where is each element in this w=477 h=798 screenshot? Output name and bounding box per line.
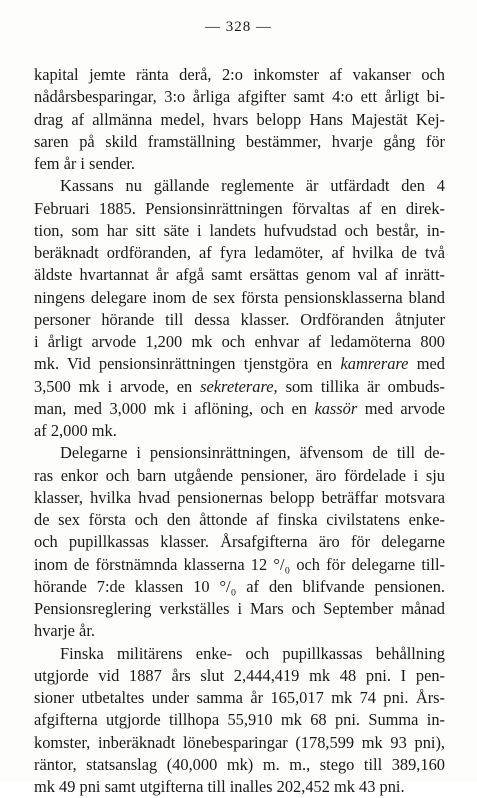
text-line: räntor, statsanslag (40,000 mk) m. m., stego till 389,160 [34,754,445,776]
text-line: utgjorde vid 1887 års slut 2,444,419 mk 48 pni. I pen- [34,665,445,687]
text-line: och pupillkassas klasser. Årsafgifterna äro för delegarne [34,531,445,553]
text-line: beräknadt ordföranden, af fyra ledamöter, af hvilka de två [34,242,445,264]
text-line: komster, inberäknadt lönebesparingar (178,599 mk 93 pni), [34,732,445,754]
text-line: mk. Vid pensionsinrättningen tjenstgöra en kamrerare med [34,353,445,375]
text-line: Kassans nu gällande reglemente är utfärdadt den 4 [34,175,445,197]
text-line: ningens delegare inom de sex första pensionsklasserna bland [34,287,445,309]
paragraph-members-classes [34,442,445,642]
text-line: tion, som har sitt säte i landets hufvudstad och består, in- [34,220,445,242]
text-line: Februari 1885. Pensionsinrättningen förvaltas af en direk- [34,198,445,220]
text-line: nådårsbesparingar, 3:o årliga afgifter samt 4:o ett årligt bi- [34,86,445,108]
paragraph-funding-sources [34,64,445,175]
paragraph-regulations [34,175,445,442]
text-line: mk 49 pni samt utgifterna till inalles 202,452 mk 43 pni. [34,776,445,798]
body-text [34,64,445,798]
text-line: hvarje år. [34,620,445,642]
text-line: i årligt arvode 1,200 mk och enhvar af ledamöterna 800 [34,331,445,353]
text-line: af 2,000 mk. [34,420,445,442]
text-line: Pensionsreglering verkställes i Mars och September månad [34,598,445,620]
text-line: personer hörande till dessa klasser. Ordföranden åtnjuter [34,309,445,331]
text-line: inom de förstnämnda klasserna 12 °/₀ och för delegarne till- [34,554,445,576]
text-line: de sex första och den åttonde af finska civilstatens enke- [34,509,445,531]
text-line: hörande 7:de klassen 10 °/₀ af den blifvande pensionen. [34,576,445,598]
page-number: — 328 — [0,19,477,36]
text-line: ras enkor och barn utgående pensioner, äro fördelade i sju [34,465,445,487]
text-line: äldste hvartannat år afgå samt ersättas genom val af inrätt- [34,264,445,286]
text-line: Delegarne i pensionsinrättningen, äfvensom de till de- [34,442,445,464]
text-line: sioner utbetaltes under samma år 165,017 mk 74 pni. Års- [34,687,445,709]
text-line: man, med 3,000 mk i aflöning, och en kassör med arvode [34,398,445,420]
text-line: kapital jemte ränta derå, 2:o inkomster af vakanser och [34,64,445,86]
paragraph-military-fund [34,643,445,798]
text-line: fem år i sender. [34,153,445,175]
text-line: afgifterna utgjorde tillhopa 55,910 mk 68 pni. Summa in- [34,709,445,731]
text-line: Finska militärens enke- och pupillkassas behållning [34,643,445,665]
text-line: 3,500 mk i arvode, en sekreterare, som tillika är ombuds- [34,376,445,398]
text-line: saren på skild framställning bestämmer, hvarje gång för [34,131,445,153]
text-line: drag af allmänna medel, hvars belopp Hans Majestät Kej- [34,109,445,131]
text-line: klasser, hvilka hvad pensionernas belopp beträffar motsvara [34,487,445,509]
